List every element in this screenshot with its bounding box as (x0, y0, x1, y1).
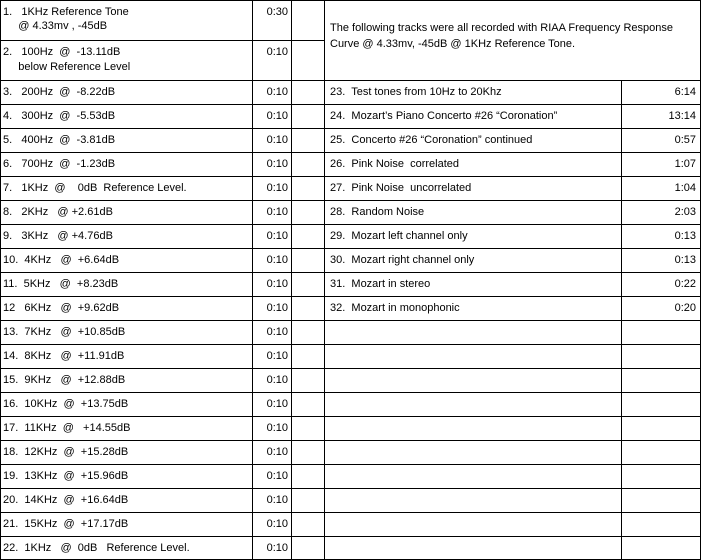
track-title: 12 6KHz @ +9.62dB (3, 302, 120, 314)
track-duration: 6:14 (674, 86, 696, 98)
recording-note-line-1: The following tracks were all recorded with RIAA Frequency Response (330, 22, 673, 34)
track-title: 20. 14KHz @ +16.64dB (3, 494, 129, 506)
track-title: 2. 100Hz @ -13.11dB (3, 46, 121, 58)
track-title: 5. 400Hz @ -3.81dB (3, 134, 116, 146)
track-duration: 2:03 (674, 206, 696, 218)
track-duration: 0:10 (266, 302, 288, 314)
track-title: 13. 7KHz @ +10.85dB (3, 326, 126, 338)
track-title: 22. 1KHz @ 0dB Reference Level. (3, 542, 190, 554)
track-duration: 1:04 (674, 182, 696, 194)
row-divider (0, 344, 701, 345)
track-duration: 0:10 (266, 350, 288, 362)
track-title-line-2: @ 4.33mv , -45dB (3, 20, 108, 32)
row-divider (0, 200, 701, 201)
track-duration: 0:10 (266, 86, 288, 98)
track-title: 16. 10KHz @ +13.75dB (3, 398, 129, 410)
track-duration: 0:10 (266, 470, 288, 482)
track-duration: 0:10 (266, 46, 288, 58)
table-border-top (0, 0, 701, 1)
track-duration: 1:07 (674, 158, 696, 170)
row-divider (0, 464, 701, 465)
track-title: 18. 12KHz @ +15.28dB (3, 446, 129, 458)
track-title: 28. Random Noise (330, 206, 425, 218)
column-divider (291, 0, 292, 560)
row-divider (0, 40, 325, 41)
row-divider (0, 152, 701, 153)
track-title: 24. Mozart’s Piano Concerto #26 “Coronation” (330, 110, 558, 122)
table-border-left (0, 0, 1, 560)
track-title: 9. 3KHz @ +4.76dB (3, 230, 113, 242)
track-title-line-2: below Reference Level (3, 61, 131, 73)
track-duration: 0:10 (266, 110, 288, 122)
track-duration: 0:10 (266, 230, 288, 242)
row-divider (0, 128, 701, 129)
track-title: 29. Mozart left channel only (330, 230, 468, 242)
row-divider (0, 512, 701, 513)
track-duration: 0:10 (266, 542, 288, 554)
row-divider (0, 176, 701, 177)
row-divider (0, 248, 701, 249)
row-divider (0, 296, 701, 297)
track-title: 1. 1KHz Reference Tone (3, 6, 129, 18)
track-duration: 0:10 (266, 278, 288, 290)
track-duration: 0:10 (266, 374, 288, 386)
row-divider (0, 104, 701, 105)
track-duration: 13:14 (668, 110, 696, 122)
column-divider (324, 0, 325, 560)
track-duration: 0:13 (674, 254, 696, 266)
track-duration: 0:10 (266, 206, 288, 218)
track-duration: 0:13 (674, 230, 696, 242)
track-title: 30. Mozart right channel only (330, 254, 475, 266)
track-duration: 0:10 (266, 326, 288, 338)
row-divider (0, 488, 701, 489)
track-duration: 0:20 (674, 302, 696, 314)
track-duration: 0:10 (266, 398, 288, 410)
track-title: 10. 4KHz @ +6.64dB (3, 254, 120, 266)
track-duration: 0:10 (266, 446, 288, 458)
row-divider (0, 440, 701, 441)
track-duration: 0:10 (266, 494, 288, 506)
track-title: 4. 300Hz @ -5.53dB (3, 110, 116, 122)
row-divider (0, 536, 701, 537)
track-title: 6. 700Hz @ -1.23dB (3, 158, 116, 170)
recording-note-line-2: Curve @ 4.33mv, -45dB @ 1KHz Reference Tone. (330, 38, 576, 50)
row-divider (0, 224, 701, 225)
track-title: 7. 1KHz @ 0dB Reference Level. (3, 182, 187, 194)
row-divider (0, 272, 701, 273)
track-duration: 0:10 (266, 422, 288, 434)
track-title: 15. 9KHz @ +12.88dB (3, 374, 126, 386)
track-title: 17. 11KHz @ +14.55dB (3, 422, 131, 434)
track-duration: 0:22 (674, 278, 696, 290)
track-title: 26. Pink Noise correlated (330, 158, 460, 170)
track-duration: 0:10 (266, 158, 288, 170)
track-duration: 0:30 (266, 6, 288, 18)
track-duration: 0:10 (266, 134, 288, 146)
row-divider (0, 320, 701, 321)
track-title: 27. Pink Noise uncorrelated (330, 182, 472, 194)
recording-note (330, 20, 698, 52)
track-title: 21. 15KHz @ +17.17dB (3, 518, 129, 530)
row-divider (0, 80, 701, 81)
track-duration: 0:10 (266, 254, 288, 266)
track-title: 31. Mozart in stereo (330, 278, 431, 290)
track-title: 19. 13KHz @ +15.96dB (3, 470, 129, 482)
track-title: 14. 8KHz @ +11.91dB (3, 350, 125, 362)
track-duration: 0:10 (266, 182, 288, 194)
track-title: 23. Test tones from 10Hz to 20Khz (330, 86, 502, 98)
row-divider (0, 416, 701, 417)
track-duration: 0:57 (674, 134, 696, 146)
row-divider (0, 368, 701, 369)
row-divider (0, 392, 701, 393)
track-title: 3. 200Hz @ -8.22dB (3, 86, 116, 98)
track-title: 32. Mozart in monophonic (330, 302, 460, 314)
track-title: 11. 5KHz @ +8.23dB (3, 278, 119, 290)
track-title: 25. Concerto #26 “Coronation” continued (330, 134, 533, 146)
track-duration: 0:10 (266, 518, 288, 530)
track-title: 8. 2KHz @ +2.61dB (3, 206, 113, 218)
